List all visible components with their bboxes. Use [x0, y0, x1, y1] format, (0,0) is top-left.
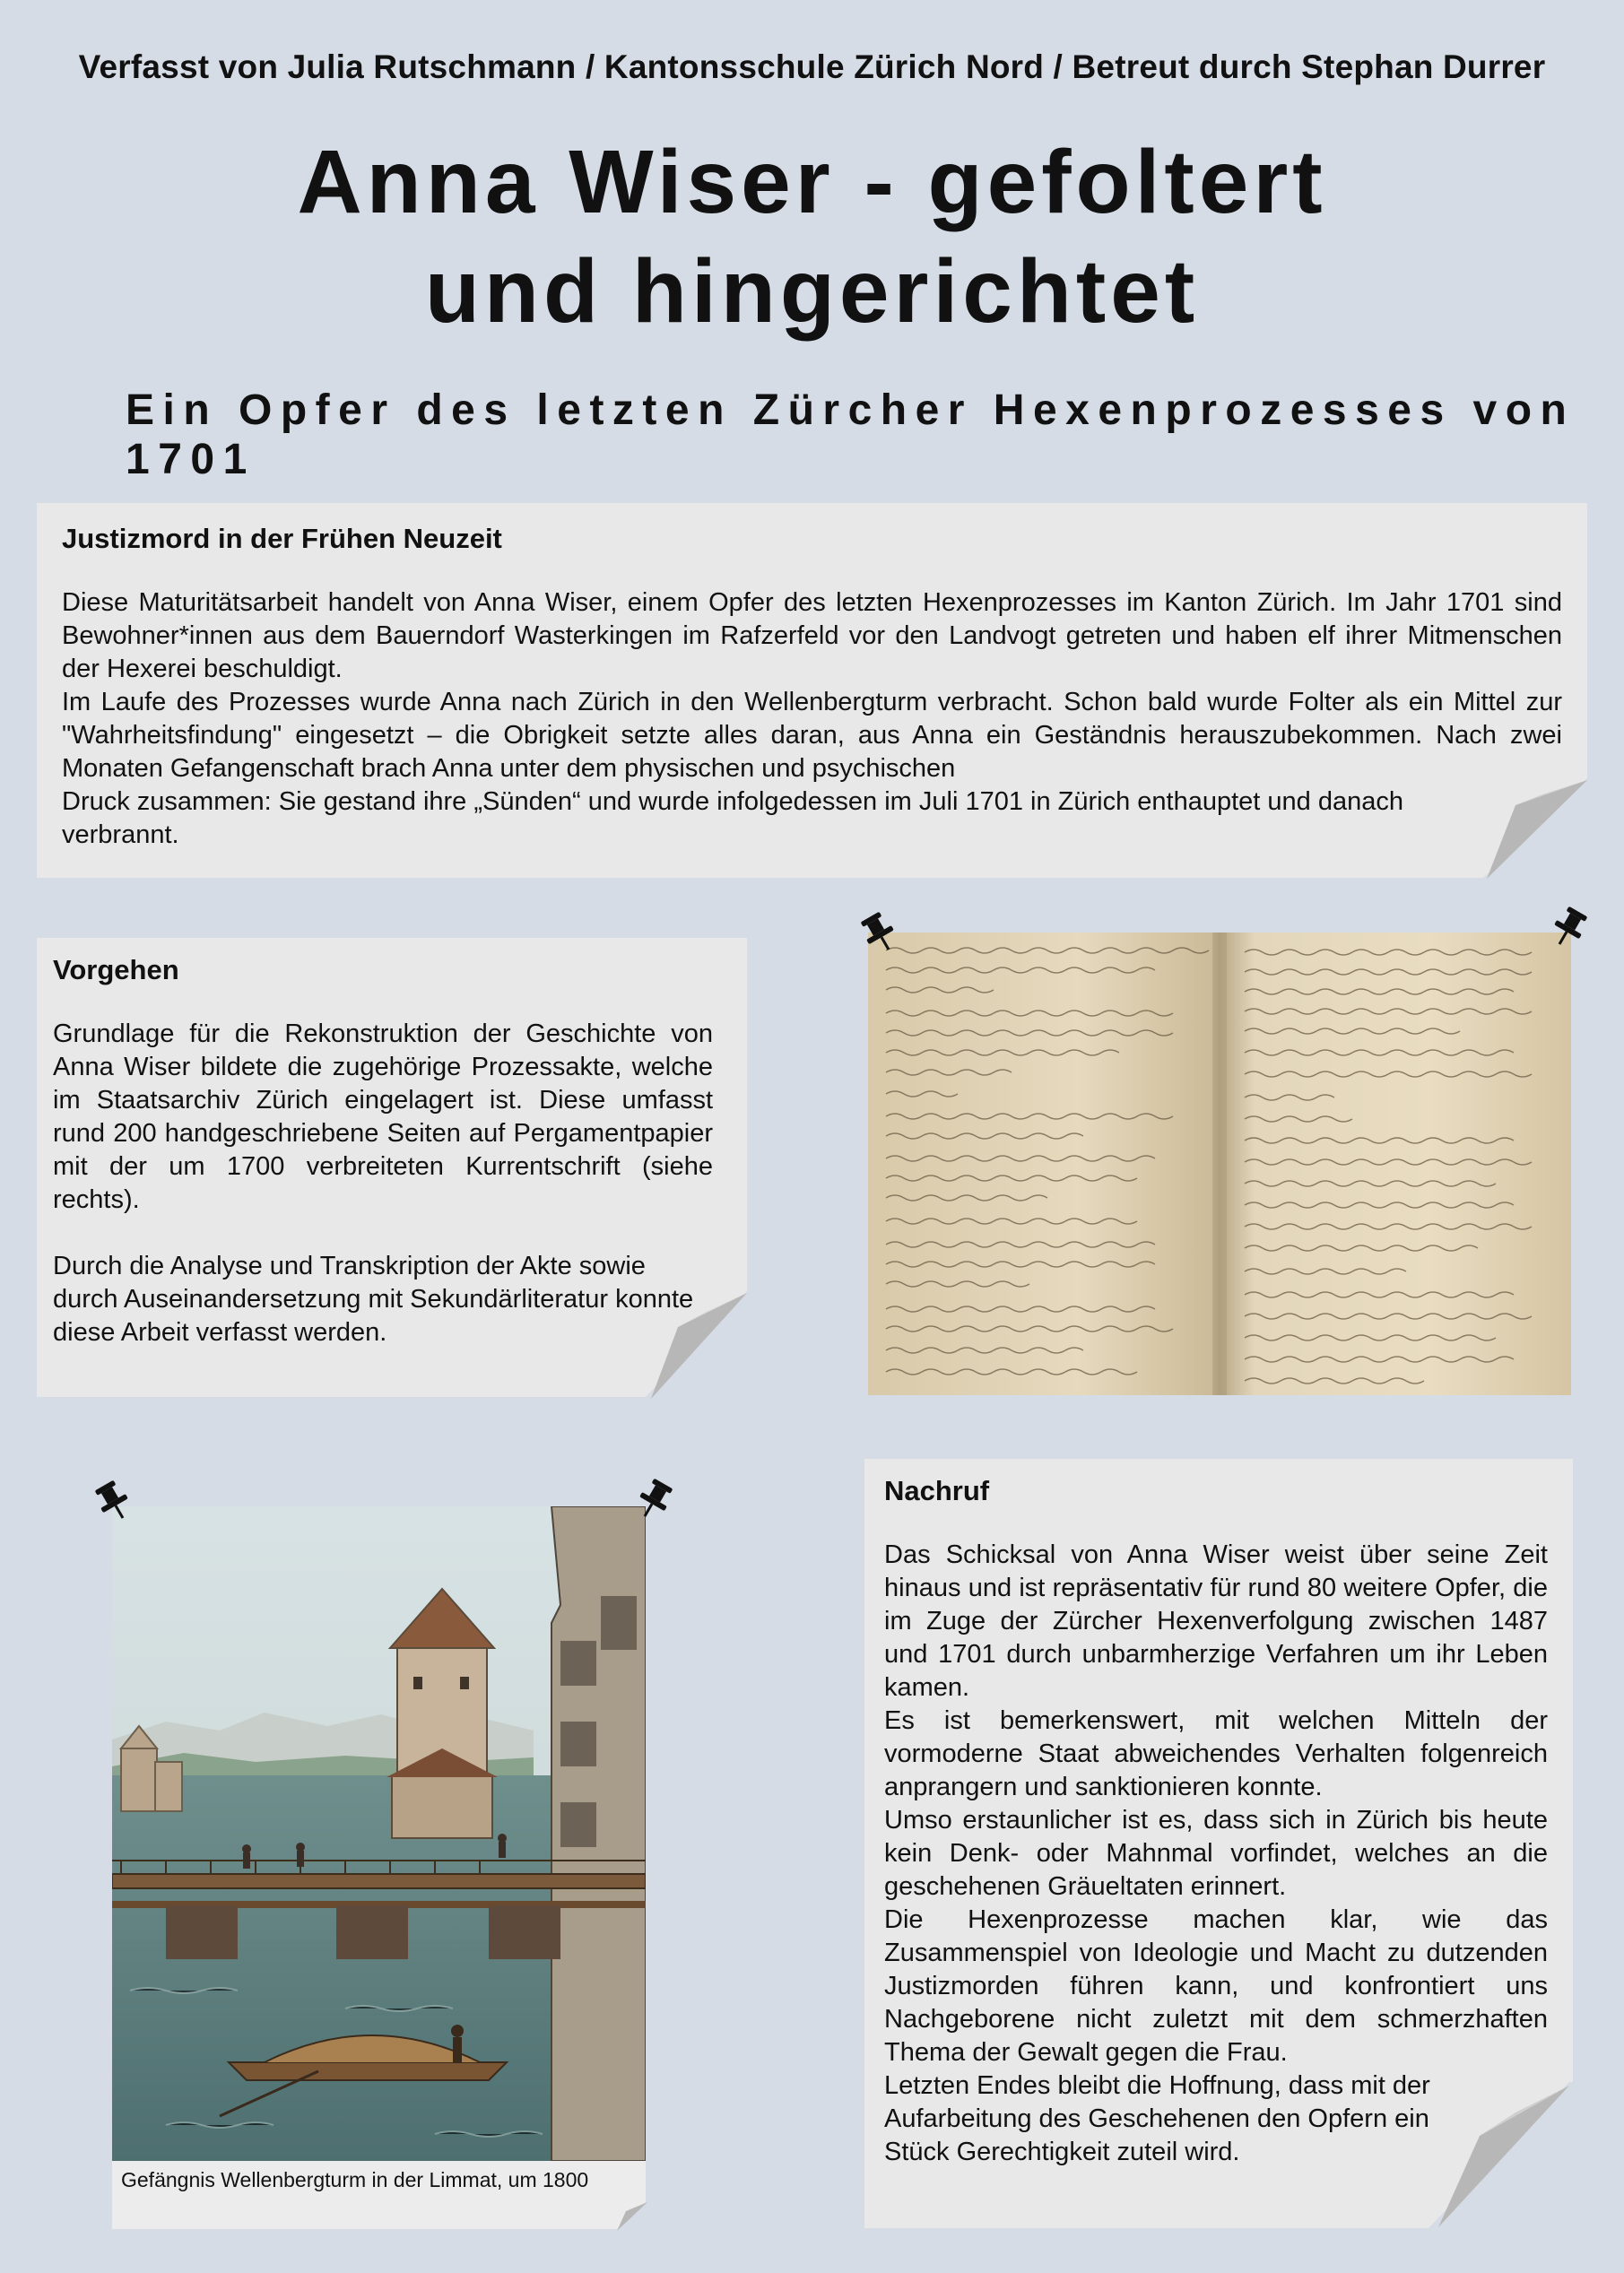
nachruf-heading: Nachruf: [884, 1475, 990, 1506]
page-curl-icon: [642, 1291, 750, 1401]
page-title: [0, 127, 1624, 346]
justizmord-paragraph-1: Diese Maturitätsarbeit handelt von Anna Wiser, einem Opfer des letzten Hexenprozesses im Kanton Zürich. Im Jahr 1701 sind Bewohner*innen aus dem Bauerndorf Wasterkingen im Rafzerfeld vor den Landvogt getreten und haben elf ihrer Mitmenschen der Hexerei beschuldigt.: [62, 588, 1562, 683]
justizmord-paragraph-2: Im Laufe des Prozesses wurde Anna nach Zürich in den Wellenbergturm verbracht. Schon bald wurde Folter als ein Mittel zur "Wahrheitsfindung" eingesetzt – die Obrigkeit setzte alles daran, aus Anna ein Geständnis herauszubekommen. Nach zwei Monaten Gefangenschaft brach Anna unter dem physischen und psychischen: [62, 688, 1562, 783]
wellenbergturm-painting: [112, 1506, 646, 2161]
title-line-2: und hingerichtet: [424, 241, 1200, 342]
vorgehen-paragraph-2: Durch die Analyse und Transkription der Akte sowie durch Auseinandersetzung mit Sekundärliteratur konnte diese Arbeit verfasst werden.: [53, 1252, 694, 1347]
pushpin-icon: [635, 1478, 674, 1521]
vorgehen-heading: Vorgehen: [53, 954, 179, 985]
page-curl-icon: [1426, 2082, 1574, 2231]
justizmord-card: [37, 503, 1587, 878]
nachruf-paragraph-5: Letzten Endes bleibt die Hoffnung, dass mit der Aufarbeitung des Geschehenen den Opfern ein Stück Gerechtigkeit zuteil wird.: [884, 2071, 1430, 2166]
justizmord-paragraph-3: Druck zusammen: Sie gestand ihre „Sünden“ und wurde infolgedessen im Juli 1701 in Zürich enthauptet und danach verbrannt.: [62, 787, 1404, 849]
vorgehen-card: [37, 938, 747, 1397]
page-curl-icon: [1480, 778, 1592, 881]
nachruf-paragraph-4: Die Hexenprozesse machen klar, wie das Zusammenspiel von Ideologie und Macht zu dutzenden Justizmorden führen kann, und konfrontiert uns Nachgeborene nicht zuletzt mit dem schmerzhaften Thema der Gewalt gegen die Frau.: [884, 1905, 1548, 2067]
vorgehen-paragraph-1: Grundlage für die Rekonstruktion der Geschichte von Anna Wiser bildete die zugehörige Prozessakte, welche im Staatsarchiv Zürich eingelagert ist. Diese umfasst rund 200 handgeschriebene Seiten auf Pergamentpapier mit der um 1700 verbreiteten Kurrentschrift (siehe rechts).: [53, 1019, 713, 1214]
pushpin-icon: [1550, 906, 1589, 949]
justizmord-heading: Justizmord in der Frühen Neuzeit: [62, 523, 502, 554]
page-subtitle: Ein Opfer des letzten Zürcher Hexenprozesses von 1701: [126, 386, 1576, 483]
pushpin-icon: [93, 1479, 133, 1523]
author-line: Verfasst von Julia Rutschmann / Kantonsschule Zürich Nord / Betreut durch Stephan Durrer: [78, 48, 1546, 85]
manuscript-image: [868, 933, 1571, 1395]
nachruf-paragraph-2: Es ist bemerkenswert, mit welchen Mitteln der vormoderne Staat abweichendes Verhalten folgenreich anprangern und sanktionieren konnte.: [884, 1706, 1548, 1801]
pushpin-icon: [859, 911, 899, 954]
painting-caption: Gefängnis Wellenbergturm in der Limmat, um 1800: [112, 2161, 646, 2229]
nachruf-paragraph-3: Umso erstaunlicher ist es, dass sich in Zürich bis heute kein Denk- oder Mahnmal vorfindet, welches an die geschehenen Gräueltaten erinnert.: [884, 1806, 1548, 1901]
page-curl-icon: [613, 2200, 649, 2233]
title-line-1: Anna Wiser - gefoltert: [297, 132, 1327, 232]
nachruf-paragraph-1: Das Schicksal von Anna Wiser weist über seine Zeit hinaus und ist repräsentativ für rund 80 weitere Opfer, die im Zuge der Zürcher Hexenverfolgung zwischen 1487 und 1701 durch unbarmherzige Verfahren um ihr Leben kamen.: [884, 1540, 1548, 1702]
